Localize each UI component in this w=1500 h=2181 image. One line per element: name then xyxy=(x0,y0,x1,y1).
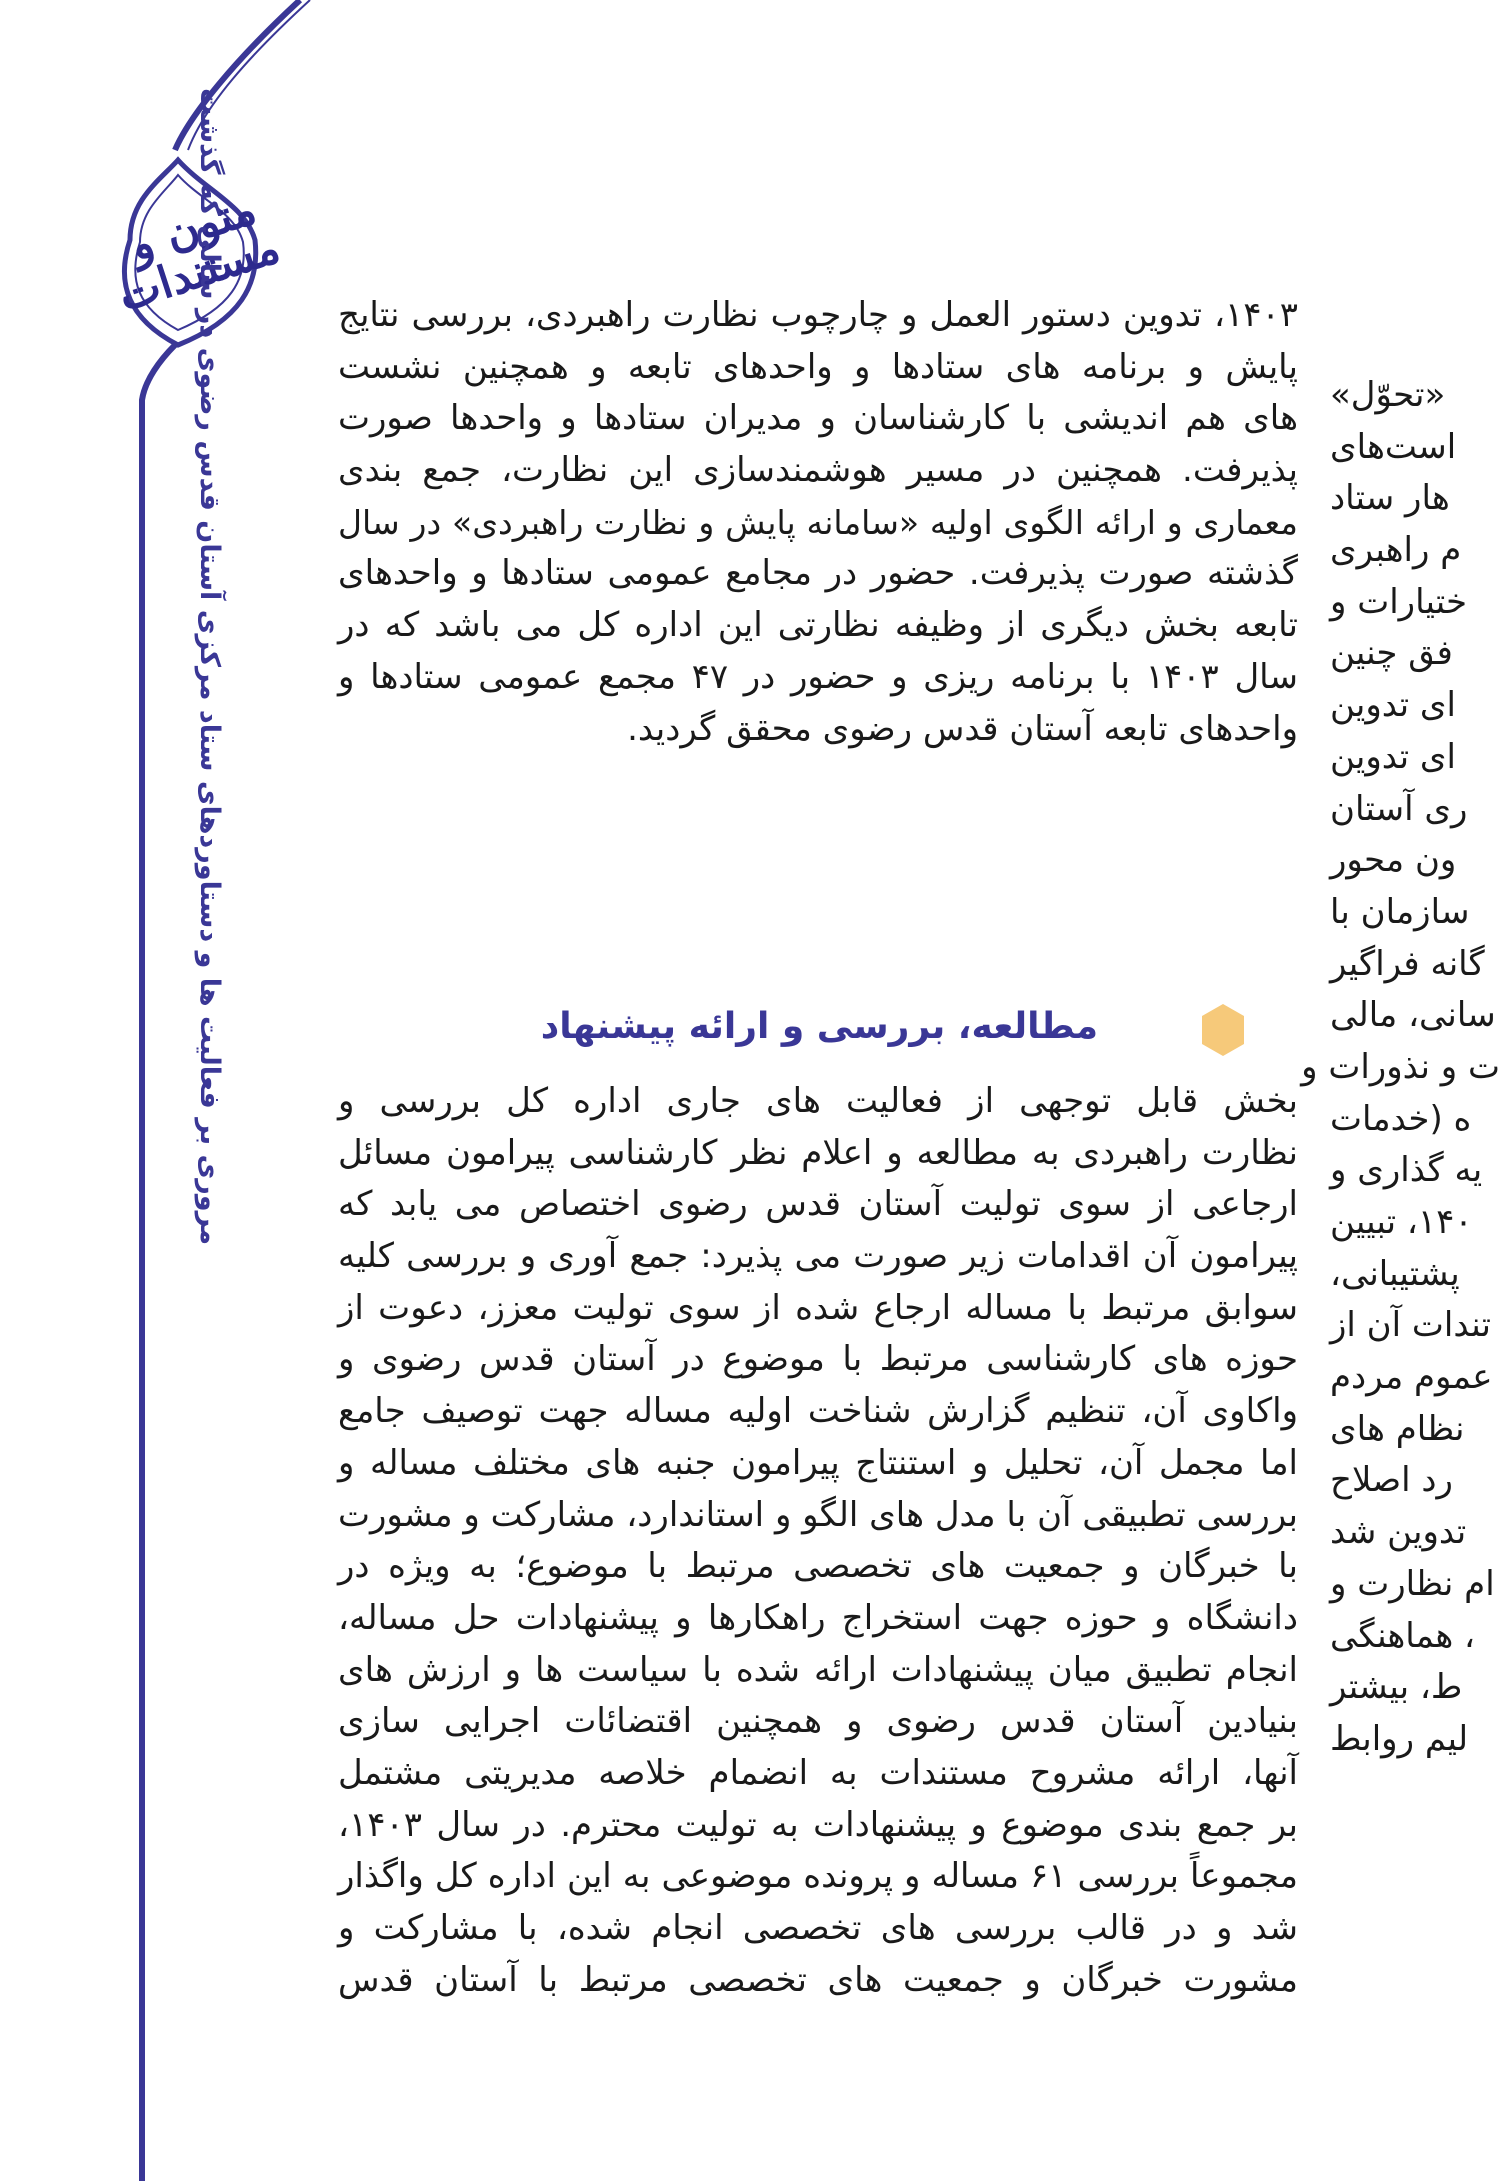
fragment-lines xyxy=(1301,370,1500,1766)
fragment-line: م راهبری xyxy=(1330,530,1462,571)
fragment-line: ، هماهنگی xyxy=(1330,1615,1476,1656)
fragment-line: ت و نذورات و xyxy=(1301,1046,1500,1087)
text-line: آنها، ارائه مشروح مستندات به انضمام خلاصه مدیریتی مشتمل xyxy=(338,1752,1298,1793)
fragment-line: ط، بیشتر xyxy=(1330,1667,1463,1708)
adjacent-column-fragment xyxy=(1301,370,1500,2181)
fragment-line: نظام های xyxy=(1330,1408,1465,1449)
text-line: سال ۱۴۰۳ با برنامه ریزی و حضور در ۴۷ مجمع عمومی ستادها و xyxy=(338,656,1298,697)
main-text-column xyxy=(338,290,1298,755)
fragment-line: تندات آن از xyxy=(1330,1305,1491,1346)
text-line: های هم اندیشی با کارشناسان و مدیران ستادها و واحدها صورت xyxy=(338,398,1298,439)
text-line: مشورت خبرگان و جمعیت های تخصصی مرتبط با آستان قدس xyxy=(338,1959,1298,2000)
text-line: نظارت راهبردی به مطالعه و اعلام نظر کارشناسی پیرامون مسائل xyxy=(338,1132,1298,1173)
fragment-line: لیم روابط xyxy=(1330,1718,1469,1759)
text-line: دانشگاه و حوزه جهت استخراج راهکارها و پیشنهادات حل مساله، xyxy=(338,1597,1298,1638)
fragment-line: ای تدوین xyxy=(1330,685,1456,726)
fragment-line: «تحوّل» xyxy=(1330,375,1446,415)
text-line: بنیادین آستان قدس رضوی و همچنین اقتضائات اجرایی سازی xyxy=(338,1701,1298,1742)
running-title: مروری بر فعالیت ها و دستاوردهای ستاد مرکزی آستان قدس رضوی در سالی که گذشت xyxy=(194,87,225,1245)
text-line: انجام تطبیق میان پیشنهادات ارائه شده با سیاست ها و ارزش های xyxy=(338,1649,1298,1690)
text-line: واحدهای تابعه آستان قدس رضوی محقق گردید. xyxy=(627,708,1298,749)
fragment-line: هار ستاد xyxy=(1330,478,1450,519)
text-line: تابعه بخش دیگری از وظیفه نظارتی این اداره کل می باشد که در xyxy=(338,605,1298,646)
fragment-line: ختیارات و xyxy=(1330,581,1467,622)
text-line: بررسی تطبیقی آن با مدل های الگو و استاندارد، مشارکت و مشورت xyxy=(338,1494,1298,1535)
text-line: گذشته صورت پذیرفت. حضور در مجامع عمومی ستادها و واحدهای xyxy=(338,553,1298,594)
section-heading-row xyxy=(338,1000,1298,1072)
fragment-line: ری آستان xyxy=(1330,788,1468,829)
text-line: ۱۴۰۳، تدوین دستور العمل و چارچوب نظارت راهبردی، بررسی نتایج xyxy=(338,295,1298,335)
text-line: مجموعاً بررسی ۶۱ مساله و پرونده موضوعی به این اداره کل واگذار xyxy=(338,1856,1298,1897)
fragment-line: گانه فراگیر xyxy=(1330,943,1485,984)
text-line: واکاوی آن، تنظیم گزارش شناخت اولیه مساله جهت توصیف جامع xyxy=(338,1391,1298,1432)
bullet-icon xyxy=(1148,1000,1298,1072)
text-line: شد و در قالب بررسی های تخصصی انجام شده، با مشارکت و xyxy=(338,1908,1298,1948)
fragment-line: پشتیبانی، xyxy=(1330,1253,1460,1294)
text-line: حوزه های کارشناسی مرتبط با موضوع در آستان قدس رضوی و xyxy=(338,1339,1298,1380)
text-line: بر جمع بندی موضوع و پیشنهادات به تولیت محترم. در سال ۱۴۰۳، xyxy=(338,1804,1298,1845)
fragment-line: رد اصلاح xyxy=(1330,1460,1453,1501)
paragraph-intro xyxy=(338,290,1298,755)
fragment-line: است‌های xyxy=(1330,426,1457,467)
fragment-line: ه (خدمات xyxy=(1330,1098,1472,1139)
fragment-line: سازمان با xyxy=(1330,891,1470,932)
fragment-line: ون محور xyxy=(1330,840,1457,881)
text-line: پذیرفت. همچنین در مسیر هوشمندسازی این نظارت، جمع بندی xyxy=(338,450,1298,491)
text-line: پایش و برنامه های ستادها و واحدهای تابعه و همچنین نشست xyxy=(338,346,1298,387)
text-line: با خبرگان و جمعیت های تخصصی مرتبط با موضوع؛ به ویژه در xyxy=(338,1546,1298,1587)
text-line: معماری و ارائه الگوی اولیه «سامانه پایش و نظارت راهبردی» در سال xyxy=(338,502,1298,542)
paragraph-study xyxy=(338,1076,1298,2006)
logo-emblem-text: متون و مستندات xyxy=(112,183,286,322)
text-line: بخش قابل توجهی از فعالیت های جاری اداره کل بررسی و xyxy=(338,1081,1298,1121)
fragment-line: یه گذاری و xyxy=(1330,1150,1483,1191)
fragment-line: ای تدوین xyxy=(1330,736,1456,777)
text-line: پیرامون آن اقدامات زیر صورت می پذیرد: جمع آوری و بررسی کلیه xyxy=(338,1236,1298,1277)
main-text-column-continued xyxy=(338,1076,1298,2006)
section-heading: مطالعه، بررسی و ارائه پیشنهاد xyxy=(540,1006,1098,1047)
fragment-line: ام نظارت و xyxy=(1330,1563,1495,1604)
text-line: اما مجمل آن، تحلیل و استنتاج پیرامون جنبه های مختلف مساله و xyxy=(338,1442,1298,1483)
text-line: سوابق مرتبط با مساله ارجاع شده از سوی تولیت معزز، دعوت از xyxy=(338,1287,1298,1328)
fragment-line: سانی، مالی xyxy=(1330,995,1496,1036)
fragment-line: عموم مردم xyxy=(1330,1357,1493,1398)
fragment-line: تدوین شد xyxy=(1330,1512,1467,1553)
fragment-line: ۱۴۰، تبیین xyxy=(1330,1202,1473,1242)
fragment-line: فق چنین xyxy=(1330,633,1453,674)
text-line: ارجاعی از سوی تولیت آستان قدس رضوی اختصاص می یابد که xyxy=(338,1184,1298,1225)
